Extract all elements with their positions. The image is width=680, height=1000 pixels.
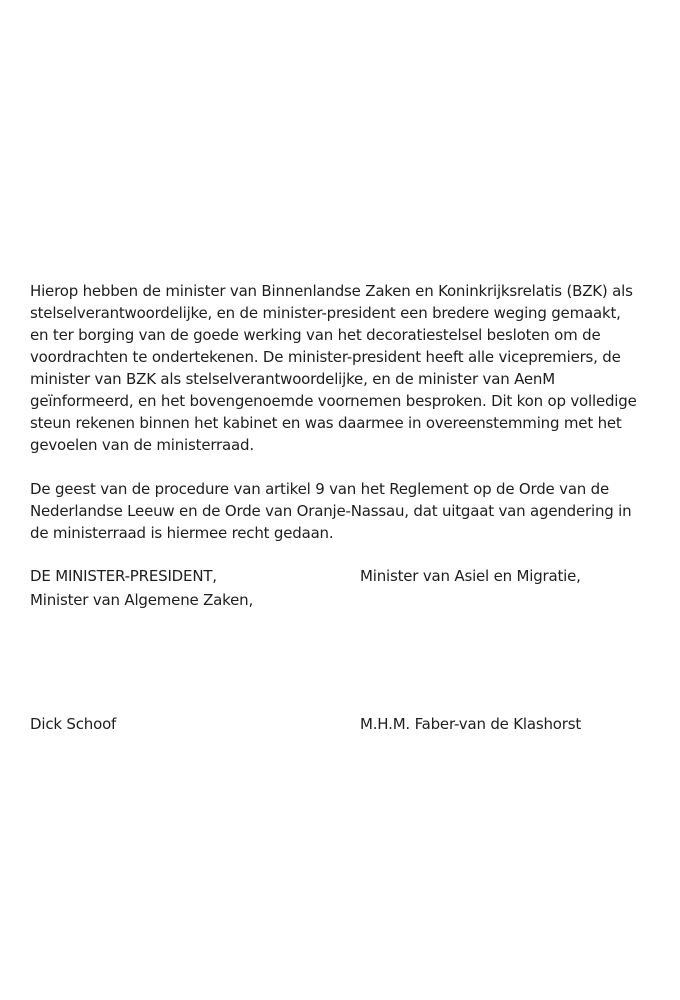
text-line: Minister van Asiel en Migratie, <box>360 567 581 585</box>
signatory-name-left: Dick Schoof <box>30 715 117 733</box>
text-line: de ministerraad is hiermee recht gedaan. <box>30 524 334 542</box>
text-line: Nederlandse Leeuw en de Orde van Oranje-Nassau, dat uitgaat van agendering in <box>30 502 632 520</box>
text-line: voordrachten te ondertekenen. De minister-president heeft alle vicepremiers, de <box>30 348 621 366</box>
body-paragraph-2 <box>30 478 631 544</box>
text-line: stelselverantwoordelijke, en de minister-president een bredere weging gemaakt, <box>30 304 621 322</box>
text-line: Minister van Algemene Zaken, <box>30 590 254 609</box>
text-line: Hierop hebben de minister van Binnenlandse Zaken en Koninkrijksrelatis (BZK) als <box>30 282 633 300</box>
signature-title-right <box>360 565 581 589</box>
text-line: steun rekenen binnen het kabinet en was daarmee in overeenstemming met het <box>30 414 622 432</box>
text-line: De geest van de procedure van artikel 9 van het Reglement op de Orde van de <box>30 480 610 498</box>
body-paragraph-1 <box>30 280 637 456</box>
signatory-name-right: M.H.M. Faber-van de Klashorst <box>360 715 582 733</box>
text-line: geïnformeerd, en het bovengenoemde voornemen besproken. Dit kon op volledige <box>30 392 637 410</box>
signature-title-left <box>30 565 253 612</box>
text-line: gevoelen van de ministerraad. <box>30 436 254 454</box>
text-line: minister van BZK als stelselverantwoordelijke, en de minister van AenM <box>30 370 555 388</box>
text-line: en ter borging van de goede werking van het decoratiestelsel besloten om de <box>30 326 601 344</box>
text-line: DE MINISTER-PRESIDENT, <box>30 567 217 585</box>
